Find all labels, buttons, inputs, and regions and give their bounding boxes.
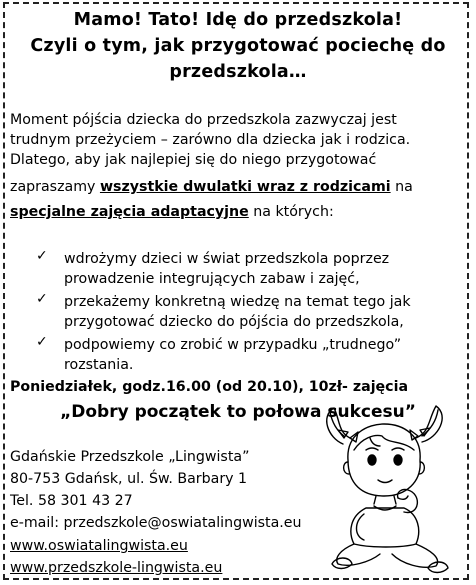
- list-item-1-line-2: prowadzenie integrujących zabaw i zajęć,: [64, 271, 360, 287]
- motto: „Dobry początek to połowa sukcesu”: [60, 402, 416, 422]
- list-item-3-line-1: podpowiemy co zrobić w przypadku „trudnego”: [64, 337, 402, 353]
- intro-na: na: [390, 179, 413, 195]
- intro-classes: specjalne zajęcia adaptacyjne: [10, 204, 249, 220]
- intro-invite: zapraszamy: [10, 179, 100, 195]
- intro-line-3: Dlatego, aby jak najlepiej się do niego przygotować: [10, 152, 377, 168]
- check-mark-icon: ✓: [36, 334, 48, 350]
- intro-audience: wszystkie dwulatki wraz z rodzicami: [99, 179, 391, 195]
- list-item-1-line-1: wdrożymy dzieci w świat przedszkola poprzez: [64, 251, 390, 267]
- intro-line-1: Moment pójścia dziecka do przedszkola zazwyczaj jest: [10, 112, 397, 128]
- list-item-2-line-1: przekażemy konkretną wiedzę na temat tego jak: [64, 294, 411, 310]
- sitting-girl-illustration: [310, 398, 460, 576]
- website-link-2[interactable]: www.przedszkole-lingwista.eu: [10, 560, 223, 576]
- intro-which: na których:: [248, 204, 334, 220]
- contact-address: 80-753 Gdańsk, ul. Św. Barbary 1: [10, 471, 248, 487]
- contact-email[interactable]: e-mail: przedszkole@oswiatalingwista.eu: [10, 515, 302, 531]
- subheadline-line-1: Czyli o tym, jak przygotować pociechę do: [30, 36, 446, 56]
- check-mark-icon: ✓: [36, 291, 48, 307]
- schedule: Poniedziałek, godz.16.00 (od 20.10), 10zł- zajęcia: [10, 379, 409, 395]
- contact-phone: Tel. 58 301 43 27: [10, 493, 133, 509]
- headline: Mamo! Tato! Idę do przedszkola!: [73, 10, 403, 30]
- check-mark-icon: ✓: [36, 248, 48, 264]
- list-item-2-line-2: przygotować dziecko do pójścia do przedszkola,: [64, 314, 404, 330]
- contact-name: Gdańskie Przedszkole „Lingwista”: [10, 449, 250, 465]
- subheadline-line-2: przedszkola…: [169, 62, 307, 82]
- intro-line-5: [10, 202, 334, 222]
- website-link-1[interactable]: www.oswiatalingwista.eu: [10, 538, 188, 554]
- intro-line-4: [10, 177, 413, 197]
- list-item-3-line-2: rozstania.: [64, 357, 134, 373]
- intro-line-2: trudnym przeżyciem – zarówno dla dziecka jak i rodzica.: [10, 132, 411, 148]
